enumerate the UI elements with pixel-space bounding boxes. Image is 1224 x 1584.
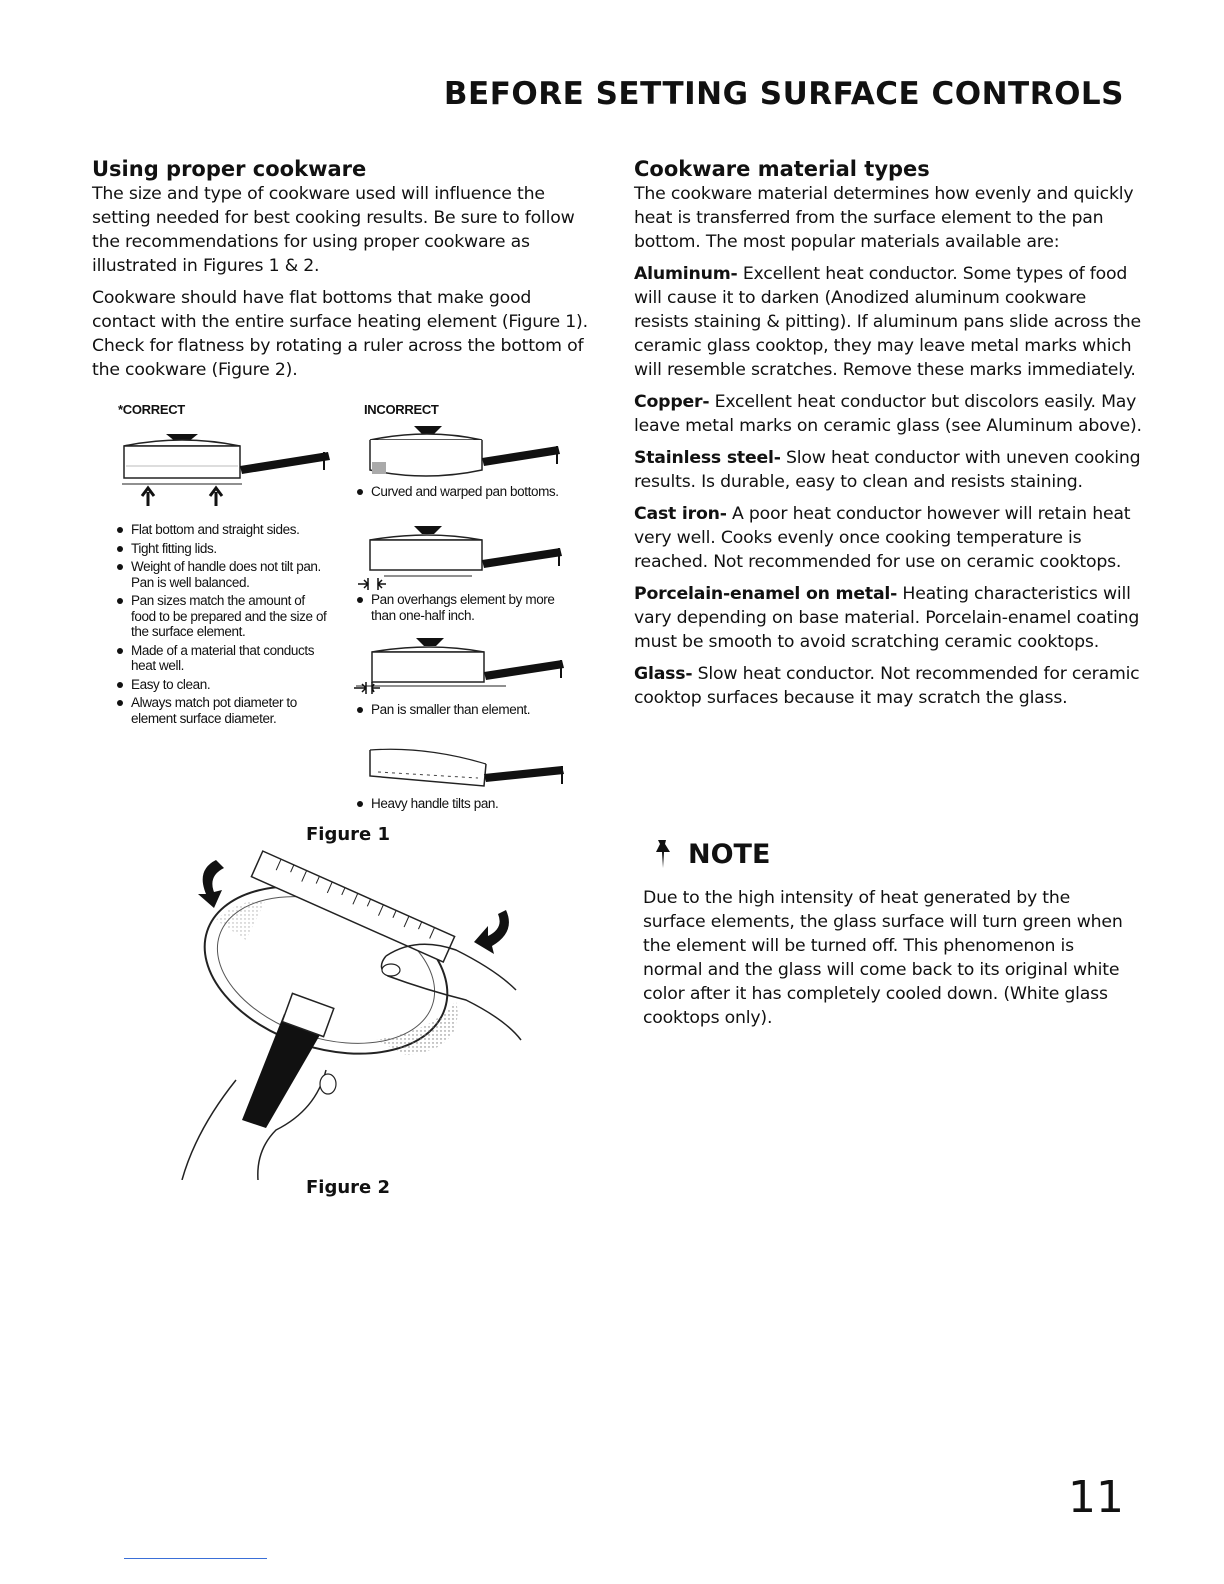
incorrect-list-3 (354, 702, 569, 721)
correct-pan-illustration (118, 422, 338, 512)
material-description: Heating characteristics will vary depending on base material. Porcelain-enamel coating must be smooth to avoid scratching ceramic cooktops. (634, 584, 1140, 652)
rotate-arrow-icon (198, 860, 224, 908)
correct-list (114, 522, 329, 729)
paragraph-material-intro: The cookware material determines how evenly and quickly heat is transferred from the surface element to the pan bottom. The most popular materials available are: (634, 184, 1134, 252)
correct-item: Tight fitting lids. (114, 541, 329, 557)
figure-2-caption: Figure 2 (306, 1177, 391, 1198)
material-stainless-steel (634, 446, 1144, 494)
correct-item: Flat bottom and straight sides. (114, 522, 329, 538)
material-porcelain-enamel (634, 582, 1144, 654)
material-name: Glass- (634, 664, 693, 684)
pushpin-icon (652, 838, 674, 870)
material-name: Copper- (634, 392, 710, 412)
figure-1-caption: Figure 1 (306, 824, 391, 845)
left-column (92, 156, 597, 390)
page-title: BEFORE SETTING SURFACE CONTROLS (443, 76, 1124, 112)
incorrect-item: Heavy handle tilts pan. (354, 796, 569, 812)
section-heading-proper-cookware: Using proper cookware (92, 157, 367, 181)
section-heading-material-types: Cookware material types (634, 157, 930, 181)
overhang-pan-illustration (356, 524, 571, 596)
note-text: Due to the high intensity of heat generated by the surface elements, the glass surface will turn green when the element will be turned off. This phenomenon is normal and the glass will come back to its original white color after it has completely cooled down. (White glass cooktops only). (643, 888, 1123, 1028)
heavy-handle-pan-illustration (362, 742, 572, 798)
note-title: NOTE (688, 838, 771, 870)
material-description: Excellent heat conductor. Some types of food will cause it to darken (Anodized aluminum cookware resists staining & pitting). If aluminum pans slide across the ceramic glass cooktop, they may leave metal marks which will resemble scratches. Remove these marks immediately. (634, 264, 1141, 380)
material-name: Cast iron- (634, 504, 727, 524)
note-heading (652, 838, 770, 870)
material-description: Excellent heat conductor but discolors easily. May leave metal marks on ceramic glass (see Aluminum above). (634, 392, 1142, 436)
material-name: Porcelain-enamel on metal- (634, 584, 898, 604)
paragraph-cookware-intro: The size and type of cookware used will influence the setting needed for best cooking results. Be sure to follow the recommendations for using proper cookware as illustrated in Figures 1 & 2. (92, 184, 575, 276)
incorrect-list-4 (354, 796, 569, 815)
incorrect-list-1 (354, 484, 569, 503)
material-name: Stainless steel- (634, 448, 781, 468)
correct-label: *CORRECT (118, 402, 185, 417)
correct-item: Pan sizes match the amount of food to be prepared and the size of the surface element. (114, 593, 329, 640)
material-glass (634, 662, 1144, 710)
material-description: A poor heat conductor however will retain heat very well. Cooks evenly once cooking temperature is reached. Not recommended for use on ceramic cooktops. (634, 504, 1131, 572)
material-aluminum (634, 262, 1144, 382)
incorrect-list-2 (354, 592, 569, 626)
material-cast-iron (634, 502, 1144, 574)
correct-item: Easy to clean. (114, 677, 329, 693)
material-description: Slow heat conductor with uneven cooking results. Is durable, easy to clean and resists staining. (634, 448, 1141, 492)
figure-2-ruler-check-illustration (176, 850, 536, 1180)
incorrect-item: Pan is smaller than element. (354, 702, 569, 718)
incorrect-item: Pan overhangs element by more than one-half inch. (354, 592, 569, 623)
material-copper (634, 390, 1144, 438)
correct-item: Weight of handle does not tilt pan. Pan is well balanced. (114, 559, 329, 590)
incorrect-label: INCORRECT (364, 402, 439, 417)
correct-item: Always match pot diameter to element surface diameter. (114, 695, 329, 726)
footer-rule (124, 1558, 267, 1559)
right-column (634, 156, 1144, 718)
rotate-arrow-icon (474, 910, 509, 954)
warped-pan-illustration (362, 420, 572, 486)
page-number: 11 (1068, 1472, 1124, 1523)
correct-item: Made of a material that conducts heat well. (114, 643, 329, 674)
material-name: Aluminum- (634, 264, 738, 284)
small-pan-illustration (346, 636, 571, 700)
material-description: Slow heat conductor. Not recommended for ceramic cooktop surfaces because it may scratch the glass. (634, 664, 1140, 708)
incorrect-item: Curved and warped pan bottoms. (354, 484, 569, 500)
figure-1 (106, 400, 576, 830)
paragraph-flat-bottoms: Cookware should have flat bottoms that make good contact with the entire surface heating element (Figure 1). Check for flatness by rotating a ruler across the bottom of the cookware (Figure 2). (92, 288, 588, 380)
